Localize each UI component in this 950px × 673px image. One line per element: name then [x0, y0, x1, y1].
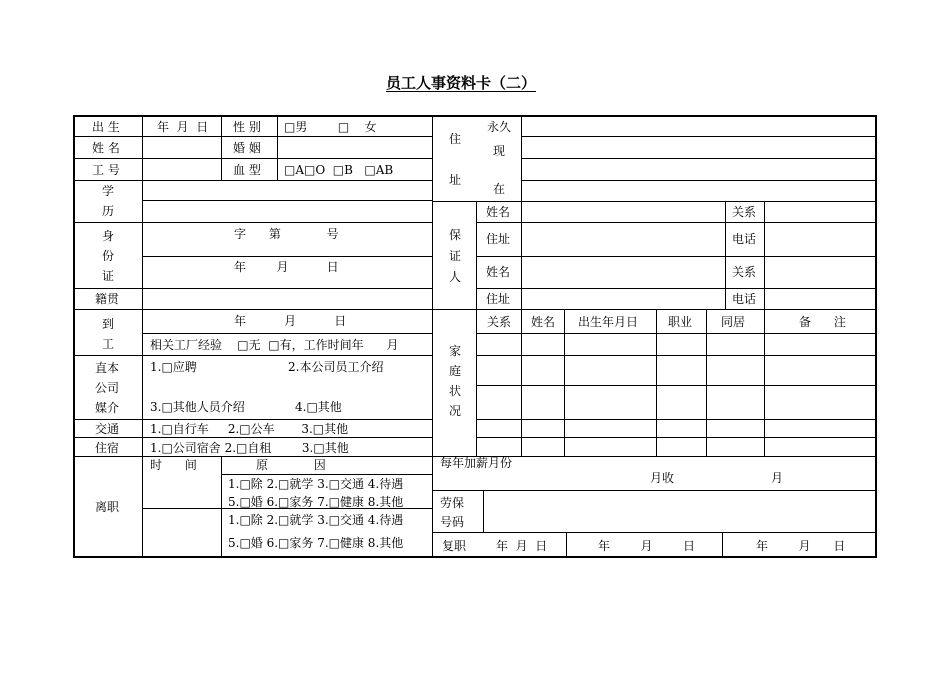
blood-type-label: 血 型: [233, 163, 261, 177]
grid-line: [521, 158, 877, 159]
grid-line: [73, 419, 432, 420]
native-place-label: 籍贯: [95, 292, 120, 306]
grid-line: [476, 288, 877, 289]
referral-option-other-person[interactable]: 3.□其他人员介绍: [150, 400, 245, 414]
education-label-1: 学: [102, 184, 115, 198]
grid-line: [432, 201, 877, 202]
referral-option-apply[interactable]: 1.□应聘: [150, 360, 197, 374]
birth-date-field[interactable]: 年 月 日: [157, 120, 209, 134]
grid-line: [432, 532, 877, 533]
divider-insurance: [483, 490, 484, 532]
divider-family-3: [564, 309, 565, 456]
table-border-bottom: [73, 556, 877, 558]
annual-raise-month-label: 每年加薪月份: [440, 456, 513, 470]
leave-reason-header: 原 因: [256, 458, 326, 472]
divider-label-col: [142, 115, 143, 558]
gender-options[interactable]: □男 □ 女: [284, 120, 377, 134]
personnel-form-table: [73, 115, 877, 558]
grid-line: [142, 256, 432, 257]
grid-line: [73, 456, 432, 457]
referral-option-other[interactable]: 4.□其他: [295, 400, 342, 414]
guarantor-phone-label-1: 电话: [732, 232, 757, 246]
guarantor-label-1: 保: [449, 228, 462, 242]
divider-family-4: [656, 309, 657, 456]
grid-line: [73, 437, 432, 438]
divider-family-6: [764, 309, 765, 456]
raise-month-label: 月: [771, 471, 784, 485]
lodging-label: 住宿: [95, 441, 120, 455]
guarantor-relation-label-2: 关系: [732, 265, 757, 279]
referral-option-employee[interactable]: 2.本公司员工介绍: [288, 360, 384, 374]
divider-center: [432, 115, 433, 558]
table-border-top: [73, 115, 877, 117]
leave-reasons-1a[interactable]: 1.□除 2.□就学 3.□交通 4.待遇: [228, 477, 404, 491]
divider-rehire-2: [722, 532, 723, 558]
family-header-cohabit: 同居: [721, 315, 746, 329]
referral-label-3: 媒介: [95, 401, 120, 415]
grid-line: [142, 200, 432, 201]
grid-line: [73, 180, 432, 181]
table-border-right: [875, 115, 877, 558]
grid-line: [142, 333, 432, 334]
birth-label: 出 生: [92, 120, 120, 134]
education-label-2: 历: [102, 204, 115, 218]
divider-family: [476, 309, 477, 456]
insurance-number-label-2: 号码: [440, 515, 465, 529]
grid-line: [476, 419, 877, 420]
grid-line: [521, 136, 877, 137]
arrival-date-line[interactable]: 年 月 日: [234, 314, 347, 328]
grid-line: [476, 385, 877, 386]
grid-line: [476, 333, 877, 334]
divider-rehire-1: [566, 532, 567, 558]
current-address-label-1: 现: [493, 144, 506, 158]
family-header-remarks: 备 注: [799, 315, 846, 329]
table-border-left: [73, 115, 75, 558]
divider-leave-col: [221, 456, 222, 558]
blood-type-options[interactable]: □A□O □B □AB: [284, 163, 394, 177]
guarantor-phone-label-2: 电话: [732, 292, 757, 306]
divider-basic-col3: [277, 115, 278, 180]
leave-reasons-2a[interactable]: 1.□除 2.□就学 3.□交通 4.待遇: [228, 513, 404, 527]
id-card-label-1: 身: [102, 229, 115, 243]
grid-line: [432, 490, 877, 491]
grid-line: [73, 158, 432, 159]
gender-label: 性 别: [233, 120, 261, 134]
grid-line: [73, 136, 432, 137]
guarantor-relation-label-1: 关系: [732, 205, 757, 219]
family-header-occupation: 职业: [668, 315, 693, 329]
rehire-date-3[interactable]: 年 月 日: [756, 539, 846, 553]
leave-time-header: 时 间: [150, 458, 197, 472]
transport-label: 交通: [95, 422, 120, 436]
family-header-birthdate: 出生年月日: [578, 315, 639, 329]
id-card-date-line[interactable]: 年 月 日: [234, 260, 339, 274]
guarantor-name-label-1: 姓名: [486, 205, 511, 219]
rehire-date-1[interactable]: 年 月 日: [496, 539, 548, 553]
referral-label-2: 公司: [95, 381, 120, 395]
guarantor-address-label-2: 住址: [486, 292, 511, 306]
leave-label: 离职: [95, 500, 120, 514]
name-label: 姓 名: [92, 141, 120, 155]
arrival-label-2: 工: [102, 337, 115, 351]
family-header-name: 姓名: [531, 315, 556, 329]
rehire-date-2[interactable]: 年 月 日: [598, 539, 696, 553]
address-label-2: 址: [449, 173, 462, 187]
id-card-label-3: 证: [102, 269, 115, 283]
id-card-label-2: 份: [102, 249, 115, 263]
leave-reasons-2b[interactable]: 5.□婚 6.□家务 7.□健康 8.其他: [228, 536, 404, 550]
guarantor-address-label-1: 住址: [486, 232, 511, 246]
grid-line: [73, 355, 432, 356]
family-label-3: 状: [449, 384, 462, 398]
grid-line: [73, 309, 432, 310]
guarantor-label-2: 证: [449, 249, 462, 263]
id-card-number-line[interactable]: 字 第 号: [234, 227, 339, 241]
marriage-label: 婚 姻: [233, 141, 261, 155]
divider-basic-col2: [221, 115, 222, 180]
family-label-2: 庭: [449, 364, 462, 378]
arrival-label-1: 到: [102, 317, 115, 331]
grid-line: [432, 309, 877, 310]
rehire-label: 复职: [442, 539, 467, 553]
monthly-income-label: 月收: [650, 471, 675, 485]
family-label-4: 况: [449, 404, 462, 418]
family-header-relation: 关系: [487, 315, 512, 329]
family-label-1: 家: [449, 344, 462, 358]
leave-reasons-1b[interactable]: 5.□婚 6.□家务 7.□健康 8.其他: [228, 495, 404, 509]
referral-label-1: 直本: [95, 361, 120, 375]
insurance-number-label-1: 劳保: [440, 496, 465, 510]
grid-line: [221, 474, 432, 475]
grid-line: [476, 256, 877, 257]
employee-id-label: 工 号: [92, 163, 120, 177]
divider-family-2: [521, 309, 522, 456]
grid-line: [73, 288, 432, 289]
grid-line: [476, 437, 877, 438]
lodging-options[interactable]: 1.□公司宿舍 2.□自租 3.□其他: [150, 441, 349, 455]
guarantor-label-3: 人: [449, 270, 462, 284]
grid-line: [476, 222, 877, 223]
factory-experience[interactable]: 相关工厂经验 □无 □有，工作时间年 月: [150, 338, 399, 352]
divider-family-5: [706, 309, 707, 456]
grid-line: [476, 355, 877, 356]
permanent-address-label: 永久: [487, 120, 512, 134]
page-title: 员工人事资料卡（二）: [386, 74, 537, 92]
grid-line: [73, 222, 432, 223]
grid-line: [521, 180, 877, 181]
guarantor-name-label-2: 姓名: [486, 265, 511, 279]
address-label-1: 住: [449, 132, 462, 146]
current-address-label-2: 在: [493, 182, 506, 196]
transport-options[interactable]: 1.□自行车 2.□公车 3.□其他: [150, 422, 349, 436]
